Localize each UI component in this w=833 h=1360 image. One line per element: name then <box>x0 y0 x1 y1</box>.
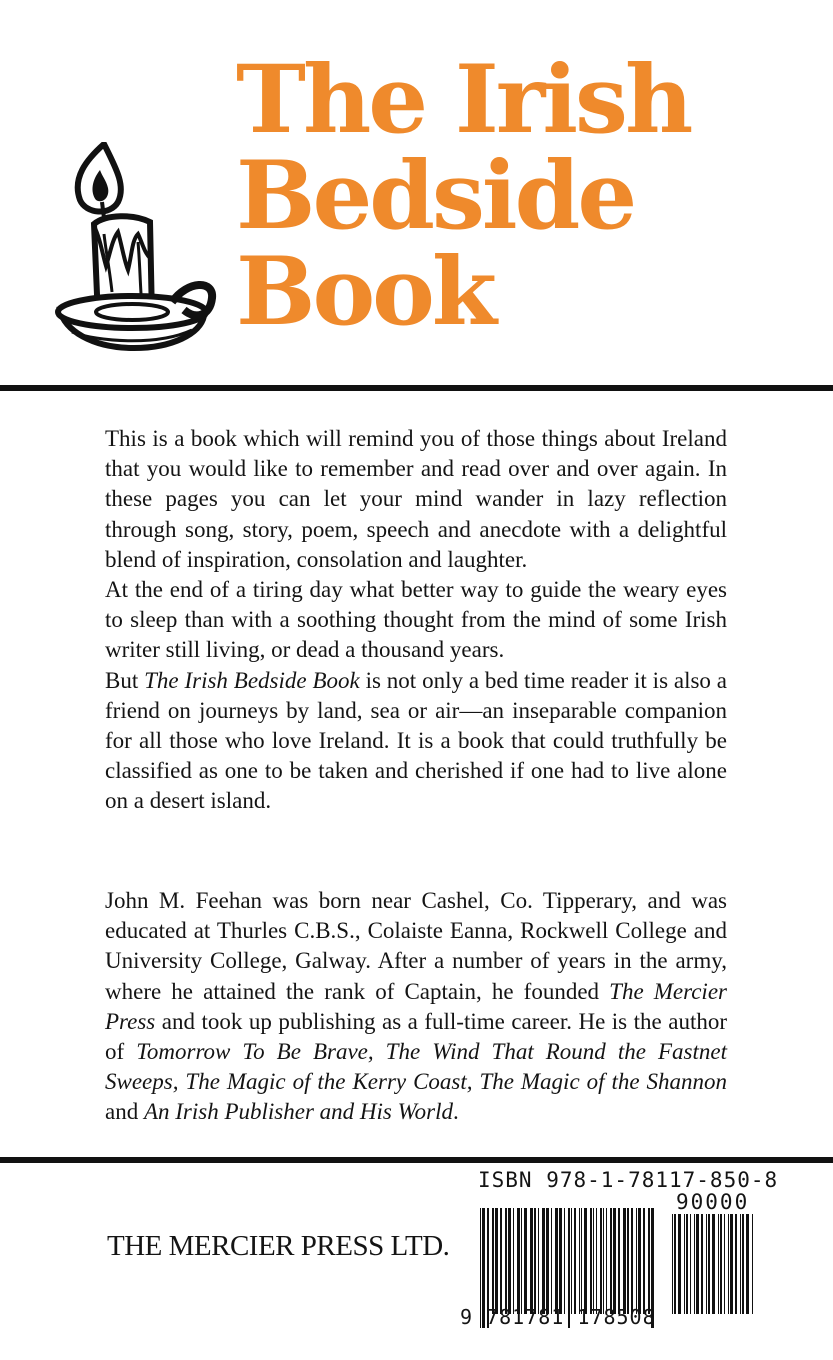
barcode-bar <box>610 1208 612 1314</box>
addon-barcode <box>670 1214 756 1328</box>
barcode-bar <box>581 1208 582 1314</box>
description-paragraph-3: But The Irish Bedside Book is not only a bed time reader it is also a friend on journeys by land, sea or air—an inseparable companion for all those who love Ireland. It is a book that could truthfully be classified as one to be taken and cherished if one had to live alone on a desert island. <box>105 667 728 814</box>
barcode-bar <box>534 1208 536 1314</box>
barcode-bar <box>694 1214 695 1314</box>
barcode-bar <box>593 1208 594 1314</box>
barcode-bar <box>728 1214 729 1314</box>
barcode-bar <box>492 1208 494 1314</box>
barcode-bar <box>627 1208 629 1314</box>
publisher-name: THE MERCIER PRESS LTD. <box>107 1230 450 1262</box>
barcode-bar <box>638 1208 641 1314</box>
barcode-bar <box>513 1208 514 1314</box>
barcode-bar <box>603 1208 604 1314</box>
book-title <box>236 45 826 347</box>
barcode-bar <box>752 1214 753 1314</box>
barcode-bar <box>508 1208 511 1314</box>
barcode-bar <box>730 1214 733 1314</box>
barcode-bar <box>706 1214 707 1314</box>
barcode-bar <box>600 1208 602 1314</box>
barcode-bar <box>524 1208 527 1314</box>
description-paragraph-1: This is a book which will remind you of those things about Ireland that you would like to remember and read over and over again. In these pages you can let your mind wander in lazy reflection through song, story, poem, speech and anecdote with a delightful blend of inspiration, consolation and laughter. <box>105 426 727 572</box>
barcode-bar <box>740 1214 741 1314</box>
barcode-bar <box>606 1208 607 1314</box>
barcode-bar <box>720 1214 722 1314</box>
barcode-bar <box>636 1208 637 1314</box>
book-title-reference: The Irish Bedside Book <box>144 667 360 693</box>
barcode-bar <box>584 1208 587 1314</box>
barcode-bar <box>742 1214 744 1314</box>
barcode-bar <box>684 1214 685 1314</box>
barcode-bar <box>571 1208 572 1314</box>
barcode-bar <box>596 1208 597 1314</box>
barcode-bar <box>542 1208 545 1314</box>
barcode-bar <box>696 1214 699 1314</box>
barcode-bar <box>551 1208 552 1314</box>
barcode-bar <box>618 1208 620 1314</box>
barcode-bar <box>746 1214 749 1314</box>
press-name: The Mercier Press <box>105 978 727 1034</box>
barcode-bar <box>623 1208 626 1314</box>
author-bio-text: John M. Feehan was born near Cashel, Co. Tipperary, and was educated at Thurles C.B.S., Colaiste Eanna, Rockwell College and University College, Galway. After a number of years in the army, where he attained the rank of Captain, he founded The Mercier Press and took up publishing as a full-time career. He is the author of Tomorrow To Be Brave, The Wind That Round the Fastnet Sweeps, The Magic of the Kerry Coast, The Magic of the Shannon and An Irish Publisher and His World. <box>105 888 727 1125</box>
barcode-bar <box>648 1208 650 1314</box>
barcode-bar <box>735 1214 737 1314</box>
author-works: Tomorrow To Be Brave, The Wind That Round the Fastnet Sweeps, The Magic of the Kerry Coast, The Magic of the Shannon <box>105 1039 727 1095</box>
title-line-2: Bedside <box>236 141 635 251</box>
barcode-bar <box>708 1214 710 1314</box>
barcode-bar <box>643 1208 645 1314</box>
barcode-bar <box>500 1208 502 1314</box>
barcode-bar <box>546 1208 549 1314</box>
barcode-bar <box>579 1208 580 1314</box>
title-line-3: Book <box>236 237 494 347</box>
barcode-bar <box>613 1208 616 1314</box>
barcode-bar <box>564 1208 565 1314</box>
barcode-bar <box>521 1208 522 1314</box>
barcode-digits: 9 781781 178508 <box>460 1305 656 1329</box>
barcode-bar <box>678 1214 681 1314</box>
barcode-bar <box>718 1214 719 1314</box>
barcode-bar <box>690 1214 691 1314</box>
barcode-bar <box>686 1214 688 1314</box>
barcode-bar <box>505 1208 507 1314</box>
barcode-bar <box>555 1208 558 1314</box>
barcode-bar <box>712 1214 715 1314</box>
bottom-divider <box>0 1157 833 1163</box>
description-paragraph-2: At the end of a tiring day what better way to guide the weary eyes to sleep than with a soothing thought from the mind of some Irish writer still living, or dead a thousand years. <box>105 577 727 663</box>
barcode-bar <box>559 1208 562 1314</box>
book-description <box>105 424 727 817</box>
title-line-1: The Irish <box>236 45 691 155</box>
top-divider <box>0 385 833 391</box>
isbn-label: ISBN 978-1-78117-850-8 <box>478 1168 779 1192</box>
price-code: 90000 <box>676 1190 750 1214</box>
barcode-bar <box>631 1208 633 1314</box>
candle-icon <box>52 142 220 360</box>
author-bio <box>105 886 727 1128</box>
barcode-bar <box>574 1208 576 1314</box>
barcode-bar <box>517 1208 520 1314</box>
barcode-bar <box>674 1214 676 1314</box>
barcode-bar <box>495 1208 498 1314</box>
barcode-bar <box>672 1214 673 1314</box>
barcode-bar <box>590 1208 592 1314</box>
author-works-last: An Irish Publisher and His World <box>143 1099 453 1125</box>
barcode-bar <box>530 1208 533 1314</box>
barcode-bar <box>724 1214 725 1314</box>
barcode-bar <box>538 1208 539 1314</box>
barcode-bar <box>701 1214 703 1314</box>
